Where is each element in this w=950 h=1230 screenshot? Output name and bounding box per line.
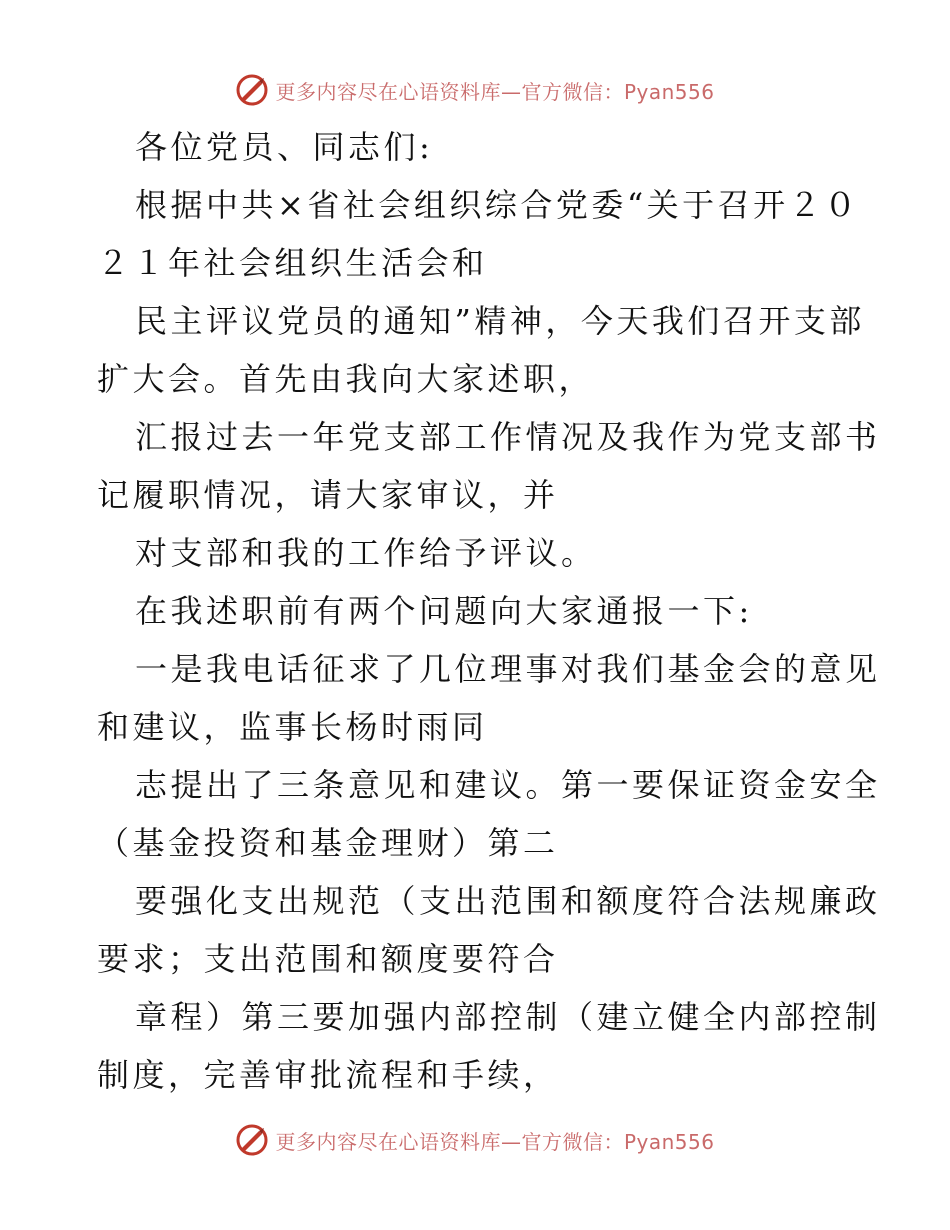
text-line: 对支部和我的工作给予评议。	[135, 534, 597, 572]
text-line: 民主评议党员的通知”精神，今天我们召开支部	[135, 302, 865, 340]
text-line: 要强化支出规范（支出范围和额度符合法规廉政	[135, 882, 881, 920]
text-line: 汇报过去一年党支部工作情况及我作为党支部书	[135, 418, 881, 456]
text-line: 制度，完善审批流程和手续，	[97, 1056, 559, 1094]
text-line: 和建议，监事长杨时雨同	[97, 708, 488, 746]
text-line: 在我述职前有两个问题向大家通报一下:	[135, 592, 753, 630]
quill-logo-icon	[235, 73, 269, 107]
quill-logo-icon	[235, 1123, 269, 1157]
text-line: ２１年社会组织生活会和	[97, 244, 488, 282]
watermark-text: 更多内容尽在心语资料库—官方微信：Pyan556	[275, 1129, 715, 1154]
watermark-footer	[0, 1120, 950, 1160]
text-line: 各位党员、同志们:	[135, 128, 434, 166]
text-line: （基金投资和基金理财）第二	[97, 824, 559, 862]
text-line: 章程）第三要加强内部控制（建立健全内部控制	[135, 998, 881, 1036]
document-body	[97, 118, 881, 1104]
text-line: 要求；支出范围和额度要符合	[97, 940, 559, 978]
watermark-header	[0, 70, 950, 110]
text-line: 志提出了三条意见和建议。第一要保证资金安全	[135, 766, 881, 804]
text-line: 扩大会。首先由我向大家述职，	[97, 360, 595, 398]
text-line: 记履职情况，请大家审议，并	[97, 476, 559, 514]
text-line: 根据中共×省社会组织综合党委“关于召开２０	[135, 186, 860, 224]
text-line: 一是我电话征求了几位理事对我们基金会的意见	[135, 650, 881, 688]
watermark-text: 更多内容尽在心语资料库—官方微信：Pyan556	[275, 79, 715, 104]
